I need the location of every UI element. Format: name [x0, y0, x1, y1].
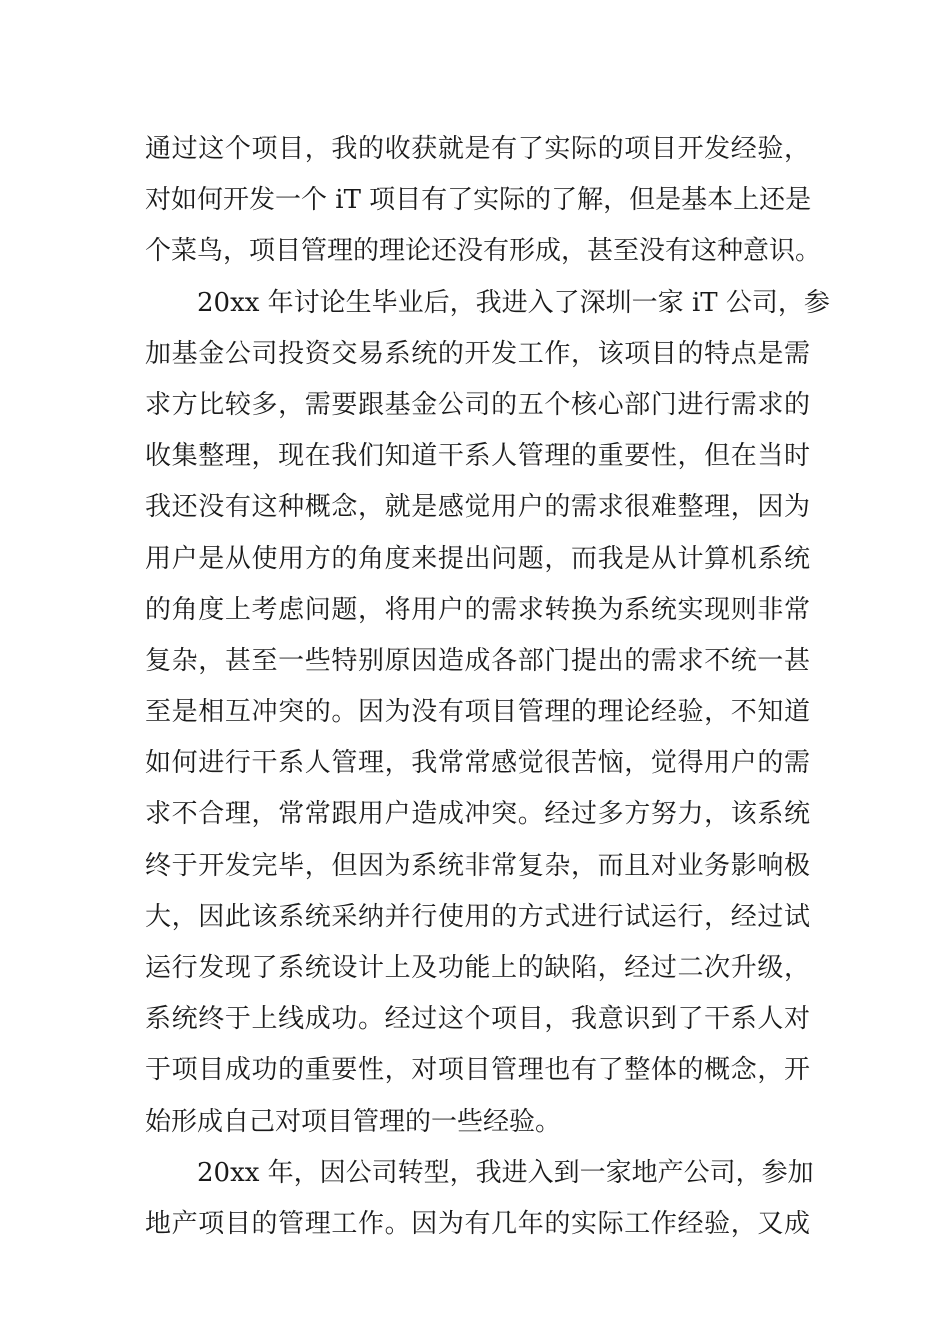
text-line: 个菜鸟，项目管理的理论还没有形成，甚至没有这种意识。 — [145, 236, 822, 267]
text-line: 求方比较多，需要跟基金公司的五个核心部门进行需求的 — [145, 389, 810, 420]
text-line: 的角度上考虑问题，将用户的需求转换为系统实现则非常 — [145, 594, 810, 625]
text-line: 求不合理，常常跟用户造成冲突。经过多方努力，该系统 — [145, 799, 810, 830]
text-line: 通过这个项目，我的收获就是有了实际的项目开发经验， — [145, 134, 810, 164]
text-line: 于项目成功的重要性，对项目管理也有了整体的概念，开 — [145, 1055, 810, 1086]
text-line: 复杂，甚至一些特别原因造成各部门提出的需求不统一甚 — [145, 645, 810, 676]
text-line: 如何进行干系人管理，我常常感觉很苦恼，觉得用户的需 — [145, 748, 810, 779]
text-line: 系统终于上线成功。经过这个项目，我意识到了干系人对 — [145, 1004, 810, 1035]
text-line: 始形成自己对项目管理的一些经验。 — [145, 1106, 562, 1137]
text-line: 对如何开发一个 iT 项目有了实际的了解，但是基本上还是 — [145, 185, 812, 216]
text-line: 收集整理，现在我们知道干系人管理的重要性，但在当时 — [145, 441, 810, 472]
text-line: 用户是从使用方的角度来提出问题，而我是从计算机系统 — [145, 543, 810, 574]
document-body — [145, 124, 830, 1250]
text-line: 大，因此该系统采纳并行使用的方式进行试运行，经过试 — [145, 901, 810, 932]
text-line: 终于开发完毕，但因为系统非常复杂，而且对业务影响极 — [145, 850, 810, 881]
text-line: 20xx 年讨论生毕业后，我进入了深圳一家 iT 公司，参 — [197, 287, 830, 318]
text-line: 加基金公司投资交易系统的开发工作，该项目的特点是需 — [145, 338, 810, 369]
text-line: 至是相互冲突的。因为没有项目管理的理论经验，不知道 — [145, 697, 810, 728]
text-line: 20xx 年，因公司转型，我进入到一家地产公司，参加 — [197, 1157, 814, 1188]
text-line: 运行发现了系统设计上及功能上的缺陷，经过二次升级， — [145, 953, 810, 983]
text-line: 地产项目的管理工作。因为有几年的实际工作经验，又成 — [145, 1208, 810, 1239]
text-line: 我还没有这种概念，就是感觉用户的需求很难整理，因为 — [145, 492, 810, 523]
